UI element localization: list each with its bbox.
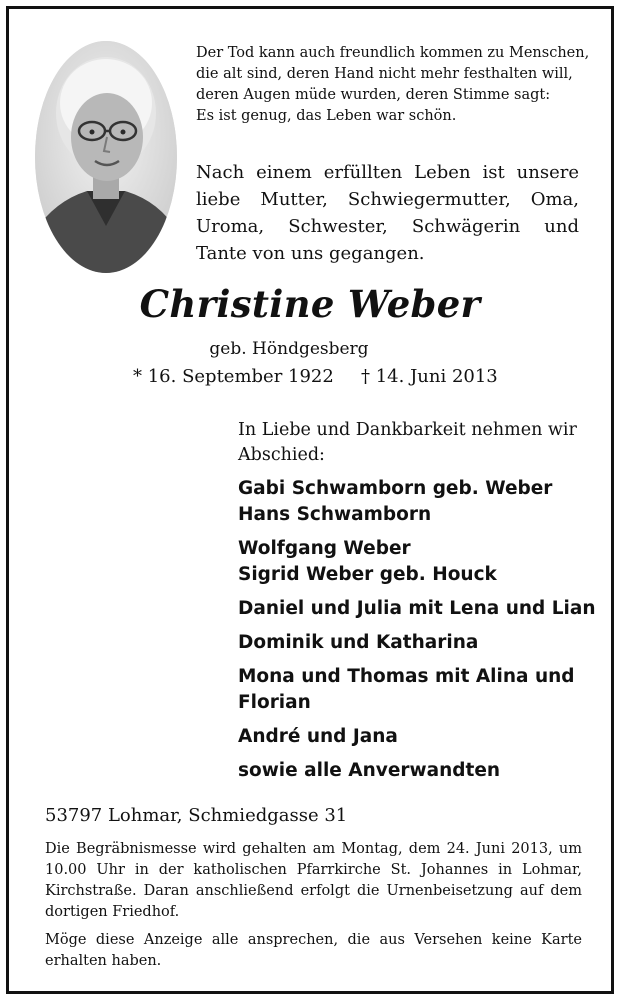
mourner-name: Gabi Schwamborn geb. Weber (238, 478, 553, 499)
mourners-list (238, 476, 598, 792)
mourner-name: Dominik und Katharina (238, 632, 479, 653)
mourner-name: Hans Schwamborn (238, 504, 432, 525)
funeral-service-info: Die Begräbnismesse wird gehalten am Montag, dem 24. Juni 2013, um 10.00 Uhr in der katholischen Pfarrkirche St. Johannes in Lohmar, Kirchstraße. Daran anschließend erfolgt die Urnenbeisetzung auf dem dortigen Friedhof. (45, 841, 582, 920)
mourner-group (238, 758, 598, 784)
birth-date: * 16. September 1922 (133, 366, 334, 387)
mourner-name: Florian (238, 692, 311, 713)
death-date: † 14. Juni 2013 (361, 366, 498, 387)
mourner-name: Daniel und Julia mit Lena und Lian (238, 598, 596, 619)
mourner-group (238, 724, 598, 750)
notice-remark: Möge diese Anzeige alle ansprechen, die aus Versehen keine Karte erhalten haben. (45, 932, 582, 969)
farewell-text: In Liebe und Dankbarkeit nehmen wir Abschied: (238, 420, 577, 465)
mourner-group (238, 476, 598, 528)
mourner-name: Mona und Thomas mit Alina und (238, 666, 575, 687)
mourner-group (238, 630, 598, 656)
intro-text: Nach einem erfüllten Leben ist unsere liebe Mutter, Schwiegermutter, Oma, Uroma, Schwester, Schwägerin und Tante von uns gegangen. (196, 162, 579, 264)
poem-line: Es ist genug, das Leben war schön. (196, 108, 457, 124)
funeral-details (45, 839, 582, 979)
poem-line: deren Augen müde wurden, deren Stimme sagt: (196, 87, 551, 103)
mourner-group (238, 536, 598, 588)
obituary-notice (6, 6, 614, 994)
mourner-group (238, 596, 598, 622)
portrait-photo (35, 41, 177, 273)
maiden-name: geb. Höndgesberg (209, 339, 369, 359)
poem-line: die alt sind, deren Hand nicht mehr festhalten will, (196, 66, 573, 82)
poem-verse (196, 43, 596, 127)
family-address: 53797 Lohmar, Schmiedgasse 31 (45, 805, 348, 826)
mourner-name: Sigrid Weber geb. Houck (238, 564, 497, 585)
mourner-group (238, 664, 598, 716)
mourner-name: Wolfgang Weber (238, 538, 411, 559)
deceased-name: Christine Weber (139, 282, 481, 326)
poem-line: Der Tod kann auch freundlich kommen zu Menschen, (196, 45, 590, 61)
mourner-name: sowie alle Anverwandten (238, 760, 501, 781)
mourner-name: André und Jana (238, 726, 398, 747)
